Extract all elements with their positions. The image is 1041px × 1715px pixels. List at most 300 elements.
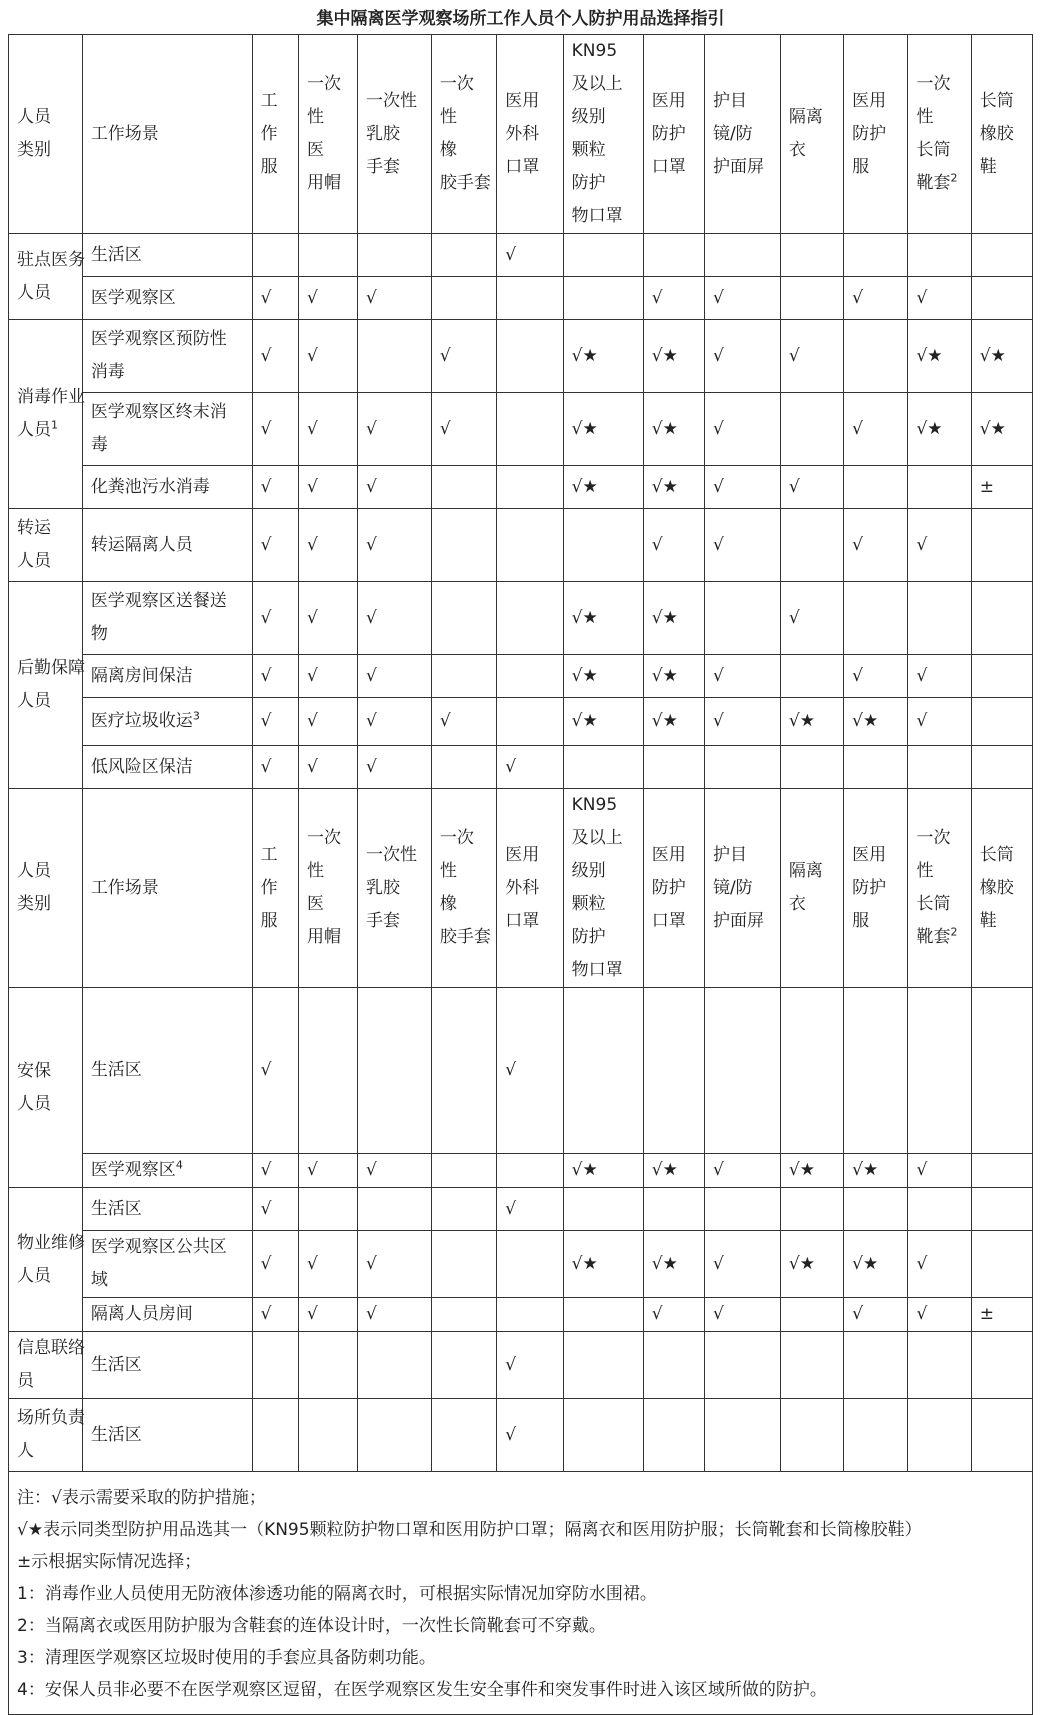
mark-cell: [780, 655, 843, 698]
note-line: 4：安保人员非必要不在医学观察区逗留，在医学观察区发生安全事件和突发事件时进入该区域所做的防护。: [17, 1680, 827, 1700]
mark-cell: [358, 320, 432, 393]
note-line: 注：√表示需要采取的防护措施；: [17, 1488, 266, 1508]
mark-cell: √: [844, 509, 908, 582]
header-column-text: 工 作 服: [260, 90, 278, 177]
table-row: [9, 393, 1033, 466]
header-column-text: 一次性 乳胶 手套: [366, 844, 418, 931]
mark-cell: √★: [643, 1231, 704, 1298]
mark-cell: [643, 988, 704, 1154]
mark-cell: [358, 1399, 432, 1472]
category-cell-text: 后勤保障 人员: [17, 658, 85, 711]
document-title: 集中隔离医学观察场所工作人员个人防护用品选择指引: [316, 9, 725, 29]
mark-cell: √: [252, 393, 298, 466]
header-column: [704, 35, 780, 234]
mark-cell: [431, 1298, 496, 1332]
mark-cell: [431, 1231, 496, 1298]
mark-cell: √: [908, 698, 971, 746]
mark-cell: √★: [780, 698, 843, 746]
mark-cell: √: [298, 655, 357, 698]
mark-cell: [252, 1399, 298, 1472]
mark-cell: [643, 1399, 704, 1472]
table-row: [9, 1154, 1033, 1188]
header-column: [643, 35, 704, 234]
mark-cell: [497, 655, 563, 698]
mark-cell: √: [844, 1298, 908, 1332]
category-cell: [9, 1188, 83, 1332]
mark-cell: [844, 320, 908, 393]
scene-cell: [82, 234, 252, 277]
mark-cell: [908, 988, 971, 1154]
header-category: [9, 789, 83, 988]
header-column: [971, 35, 1032, 234]
mark-cell: [497, 1298, 563, 1332]
note-line: √★表示同类型防护用品选其一（KN95颗粒防护物口罩和医用防护口罩；隔离衣和医用防护服；长筒靴套和长筒橡胶鞋）: [17, 1520, 922, 1540]
scene-cell-text: 隔离人员房间: [90, 1304, 193, 1324]
mark-cell: √: [252, 582, 298, 655]
footnote-marker: 4: [175, 1158, 183, 1172]
scene-cell: [82, 655, 252, 698]
mark-cell: [908, 582, 971, 655]
mark-cell: [844, 1188, 908, 1231]
mark-cell: √: [780, 466, 843, 509]
header-column-text: 长筒 橡胶 鞋: [979, 90, 1014, 177]
category-cell: [9, 582, 83, 789]
mark-cell: [908, 1188, 971, 1231]
mark-cell: [298, 234, 357, 277]
mark-cell: [563, 509, 643, 582]
table-row: [9, 746, 1033, 789]
table-row: [9, 277, 1033, 320]
header-scene-text: 工作场景: [90, 877, 159, 898]
mark-cell: [358, 1332, 432, 1399]
header-column: [563, 35, 643, 234]
mark-cell: √: [497, 234, 563, 277]
mark-cell: √: [252, 988, 298, 1154]
scene-cell: [82, 1332, 252, 1399]
scene-cell-text: 隔离房间保洁: [90, 665, 193, 686]
mark-cell: √: [298, 509, 357, 582]
mark-cell: √★: [844, 1231, 908, 1298]
mark-cell: √: [431, 393, 496, 466]
mark-cell: √: [358, 582, 432, 655]
header-column: [431, 35, 496, 234]
mark-cell: [971, 1188, 1032, 1231]
mark-cell: [704, 582, 780, 655]
mark-cell: [971, 582, 1032, 655]
category-cell-text: 安保 人员: [17, 1060, 51, 1114]
mark-cell: [704, 988, 780, 1154]
mark-cell: [780, 277, 843, 320]
header-column-text: 一次 性 长筒 靴套$^2$: [916, 828, 958, 947]
mark-cell: √: [704, 1298, 780, 1332]
header-column-text: 护目 镜/防 护面屏: [712, 844, 764, 931]
scene-cell-text: 生活区: [90, 1198, 142, 1219]
mark-cell: [431, 509, 496, 582]
mark-cell: [971, 509, 1032, 582]
mark-cell: √: [252, 1231, 298, 1298]
mark-cell: √: [497, 988, 563, 1154]
table-header-row: [9, 789, 1033, 988]
note-line: 3：清理医学观察区垃圾时使用的手套应具备防刺功能。: [17, 1648, 436, 1668]
scene-cell-text: 低风险区保洁: [90, 756, 193, 777]
mark-cell: √★: [563, 393, 643, 466]
mark-cell: [643, 1188, 704, 1231]
mark-cell: √: [908, 1154, 971, 1188]
header-column: [908, 789, 971, 988]
header-column: [358, 35, 432, 234]
header-column: [358, 789, 432, 988]
scene-cell-text: 化粪池污水消毒: [90, 476, 210, 497]
mark-cell: √★: [563, 698, 643, 746]
category-cell-text: 转运 人员: [17, 518, 51, 571]
mark-cell: [971, 698, 1032, 746]
mark-cell: √: [298, 1298, 357, 1332]
table-header-row: [9, 35, 1033, 234]
header-column-text: 医用 防护 口罩: [651, 90, 686, 177]
mark-cell: ±: [971, 1298, 1032, 1332]
mark-cell: √: [298, 582, 357, 655]
header-column-text: 一次 性 橡 胶手套: [439, 74, 491, 193]
mark-cell: √★: [563, 1154, 643, 1188]
mark-cell: √★: [643, 393, 704, 466]
mark-cell: [497, 1154, 563, 1188]
mark-cell: [497, 1231, 563, 1298]
table-row: [9, 582, 1033, 655]
mark-cell: √: [298, 466, 357, 509]
mark-cell: √: [704, 1231, 780, 1298]
mark-cell: [643, 234, 704, 277]
mark-cell: [844, 1332, 908, 1399]
header-column-text: 隔离 衣: [788, 107, 823, 160]
mark-cell: √: [358, 277, 432, 320]
footnote-marker: 3: [192, 709, 200, 723]
mark-cell: √: [704, 509, 780, 582]
mark-cell: √: [643, 509, 704, 582]
header-scene: [82, 789, 252, 988]
mark-cell: √: [358, 393, 432, 466]
mark-cell: [780, 1298, 843, 1332]
mark-cell: [563, 988, 643, 1154]
mark-cell: √: [431, 698, 496, 746]
mark-cell: √★: [971, 393, 1032, 466]
mark-cell: √: [252, 1298, 298, 1332]
mark-cell: [971, 277, 1032, 320]
mark-cell: [431, 466, 496, 509]
mark-cell: [844, 746, 908, 789]
mark-cell: √: [908, 1298, 971, 1332]
header-column-text: 医用 防护 口罩: [651, 844, 686, 931]
mark-cell: √: [704, 655, 780, 698]
mark-cell: √: [704, 466, 780, 509]
mark-cell: [563, 746, 643, 789]
mark-cell: [704, 1399, 780, 1472]
scene-cell-text: 生活区: [90, 1060, 142, 1080]
mark-cell: [431, 1399, 496, 1472]
table-row: [9, 466, 1033, 509]
header-column-text: KN95 及以上 级别 颗粒 防护 物口罩: [571, 41, 623, 226]
mark-cell: [780, 1332, 843, 1399]
table-row: [9, 1188, 1033, 1231]
mark-cell: [431, 277, 496, 320]
mark-cell: √★: [844, 698, 908, 746]
mark-cell: √: [358, 655, 432, 698]
mark-cell: [563, 1399, 643, 1472]
mark-cell: √: [298, 393, 357, 466]
header-column: [643, 789, 704, 988]
mark-cell: √: [298, 746, 357, 789]
mark-cell: √★: [643, 698, 704, 746]
header-category: [9, 35, 83, 234]
mark-cell: [704, 234, 780, 277]
mark-cell: √: [358, 1231, 432, 1298]
mark-cell: [780, 509, 843, 582]
mark-cell: √: [497, 1332, 563, 1399]
mark-cell: √: [908, 277, 971, 320]
mark-cell: √: [704, 320, 780, 393]
mark-cell: [908, 466, 971, 509]
header-column: [298, 789, 357, 988]
mark-cell: [431, 655, 496, 698]
header-category-text: 人员 类别: [17, 107, 51, 160]
footnote-marker: 1: [51, 418, 58, 432]
scene-cell-text: 生活区: [90, 244, 142, 265]
mark-cell: [971, 1231, 1032, 1298]
scene-cell: [82, 466, 252, 509]
header-column-text: 工 作 服: [260, 844, 278, 931]
scene-cell: [82, 509, 252, 582]
mark-cell: [298, 1399, 357, 1472]
mark-cell: [431, 1332, 496, 1399]
header-column: [252, 789, 298, 988]
scene-cell: [82, 1399, 252, 1472]
mark-cell: √: [252, 746, 298, 789]
mark-cell: [971, 234, 1032, 277]
mark-cell: √: [298, 277, 357, 320]
header-column-text: 一次 性 长筒 靴套$^2$: [916, 74, 958, 193]
scene-cell: [82, 698, 252, 746]
scene-cell-text: 医学观察区: [90, 1160, 176, 1180]
mark-cell: [780, 1399, 843, 1472]
mark-cell: [252, 1332, 298, 1399]
mark-cell: [844, 582, 908, 655]
mark-cell: [704, 1188, 780, 1231]
table-row: [9, 655, 1033, 698]
mark-cell: √★: [643, 655, 704, 698]
header-column-text: 一次 性 橡 胶手套: [439, 828, 491, 947]
scene-cell-text: 医学观察区预防性 消毒: [90, 329, 227, 382]
mark-cell: √: [298, 320, 357, 393]
header-column-text: 医用 防护 服: [852, 90, 887, 177]
scene-cell-text: 医学观察区: [90, 287, 176, 308]
scene-cell-text: 医学观察区送餐送 物: [90, 591, 227, 644]
mark-cell: [971, 1332, 1032, 1399]
mark-cell: [704, 1332, 780, 1399]
mark-cell: √★: [971, 320, 1032, 393]
mark-cell: √: [844, 393, 908, 466]
scene-cell: [82, 988, 252, 1154]
mark-cell: √: [298, 1231, 357, 1298]
scene-cell: [82, 582, 252, 655]
scene-cell-text: 医学观察区公共区 域: [90, 1237, 227, 1290]
header-column-text: KN95 及以上 级别 颗粒 防护 物口罩: [571, 795, 623, 980]
scene-cell: [82, 320, 252, 393]
mark-cell: [431, 1188, 496, 1231]
mark-cell: [431, 582, 496, 655]
table-row: [9, 698, 1033, 746]
scene-cell: [82, 1298, 252, 1332]
table-row: [9, 320, 1033, 393]
mark-cell: √: [358, 466, 432, 509]
category-cell: [9, 1332, 83, 1399]
mark-cell: √★: [563, 655, 643, 698]
mark-cell: √★: [780, 1231, 843, 1298]
mark-cell: [358, 1188, 432, 1231]
mark-cell: √: [704, 1154, 780, 1188]
header-column-text: 一次 性 医 用帽: [306, 828, 341, 947]
header-column-text: 隔离 衣: [788, 861, 823, 914]
header-category-text: 人员 类别: [17, 861, 51, 914]
mark-cell: [298, 1332, 357, 1399]
header-column-text: 医用 防护 服: [852, 844, 887, 931]
mark-cell: √: [844, 277, 908, 320]
mark-cell: √: [252, 466, 298, 509]
mark-cell: [643, 746, 704, 789]
header-column-text: 一次 性 医 用帽: [306, 74, 341, 193]
mark-cell: √★: [643, 1154, 704, 1188]
mark-cell: √: [908, 655, 971, 698]
mark-cell: [971, 988, 1032, 1154]
header-column: [780, 789, 843, 988]
mark-cell: [780, 746, 843, 789]
mark-cell: √: [252, 277, 298, 320]
mark-cell: √★: [643, 466, 704, 509]
note-line: ±示根据实际情况选择；: [17, 1552, 202, 1572]
mark-cell: [497, 509, 563, 582]
mark-cell: √: [252, 320, 298, 393]
header-column: [298, 35, 357, 234]
mark-cell: √★: [908, 393, 971, 466]
notes-row: [9, 1472, 1033, 1715]
mark-cell: √★: [844, 1154, 908, 1188]
scene-cell-text: 医学观察区终末消 毒: [90, 402, 227, 455]
header-column: [563, 789, 643, 988]
mark-cell: √: [908, 1231, 971, 1298]
header-column: [844, 35, 908, 234]
scene-cell-text: 医疗垃圾收运: [90, 711, 193, 731]
mark-cell: √: [298, 1154, 357, 1188]
scene-cell: [82, 746, 252, 789]
mark-cell: [298, 988, 357, 1154]
header-column: [431, 789, 496, 988]
mark-cell: √: [358, 746, 432, 789]
category-cell-text: 信息联络 员: [17, 1338, 85, 1391]
mark-cell: √★: [643, 320, 704, 393]
category-cell-text: 消毒作业 人员$^1$: [17, 387, 85, 440]
scene-cell: [82, 393, 252, 466]
scene-cell: [82, 1188, 252, 1231]
scene-cell-text: 生活区: [90, 1354, 142, 1375]
category-cell: [9, 509, 83, 582]
mark-cell: √: [358, 509, 432, 582]
header-column: [497, 789, 563, 988]
mark-cell: [908, 1332, 971, 1399]
header-column-text: 长筒 橡胶 鞋: [979, 844, 1014, 931]
mark-cell: [908, 234, 971, 277]
category-cell-text: 物业维修 人员: [17, 1232, 85, 1286]
mark-cell: [431, 746, 496, 789]
mark-cell: [497, 320, 563, 393]
mark-cell: √: [643, 277, 704, 320]
header-column: [497, 35, 563, 234]
mark-cell: [844, 988, 908, 1154]
mark-cell: √★: [780, 1154, 843, 1188]
scene-cell: [82, 1154, 252, 1188]
mark-cell: [844, 234, 908, 277]
mark-cell: √★: [563, 320, 643, 393]
mark-cell: √: [643, 1298, 704, 1332]
note-line: 2：当隔离衣或医用防护服为含鞋套的连体设计时，一次性长筒靴套可不穿戴。: [17, 1616, 606, 1636]
header-column-text: 医用 外科 口罩: [505, 90, 540, 177]
mark-cell: [844, 466, 908, 509]
table-row: [9, 509, 1033, 582]
mark-cell: √: [497, 746, 563, 789]
table-row: [9, 1399, 1033, 1472]
mark-cell: √★: [563, 582, 643, 655]
mark-cell: [780, 1188, 843, 1231]
header-column: [780, 35, 843, 234]
header-scene-text: 工作场景: [90, 123, 159, 144]
mark-cell: [563, 1188, 643, 1231]
ppe-selection-table: [8, 34, 1033, 1715]
header-column: [908, 35, 971, 234]
mark-cell: [431, 988, 496, 1154]
mark-cell: [497, 698, 563, 746]
mark-cell: [358, 988, 432, 1154]
mark-cell: √: [497, 1188, 563, 1231]
footnote-marker: 2: [950, 925, 958, 939]
mark-cell: √: [358, 1298, 432, 1332]
mark-cell: √: [704, 277, 780, 320]
mark-cell: [497, 277, 563, 320]
mark-cell: [431, 234, 496, 277]
mark-cell: √: [358, 1154, 432, 1188]
category-cell: [9, 320, 83, 509]
mark-cell: [497, 582, 563, 655]
mark-cell: √: [298, 698, 357, 746]
footnote-marker: 2: [950, 171, 958, 185]
scene-cell-text: 生活区: [90, 1424, 142, 1445]
scene-cell: [82, 277, 252, 320]
mark-cell: √: [844, 655, 908, 698]
mark-cell: √★: [643, 582, 704, 655]
table-row: [9, 1332, 1033, 1399]
category-cell: [9, 1399, 83, 1472]
mark-cell: [971, 746, 1032, 789]
mark-cell: [298, 1188, 357, 1231]
header-column-text: 医用 外科 口罩: [505, 844, 540, 931]
mark-cell: √: [908, 509, 971, 582]
mark-cell: [908, 1399, 971, 1472]
mark-cell: [780, 988, 843, 1154]
mark-cell: [971, 1399, 1032, 1472]
category-cell: [9, 234, 83, 320]
mark-cell: √: [780, 582, 843, 655]
mark-cell: [563, 1332, 643, 1399]
category-cell-text: 驻点医务 人员: [17, 249, 85, 303]
mark-cell: √★: [908, 320, 971, 393]
scene-cell-text: 转运隔离人员: [90, 534, 193, 555]
mark-cell: [431, 1154, 496, 1188]
